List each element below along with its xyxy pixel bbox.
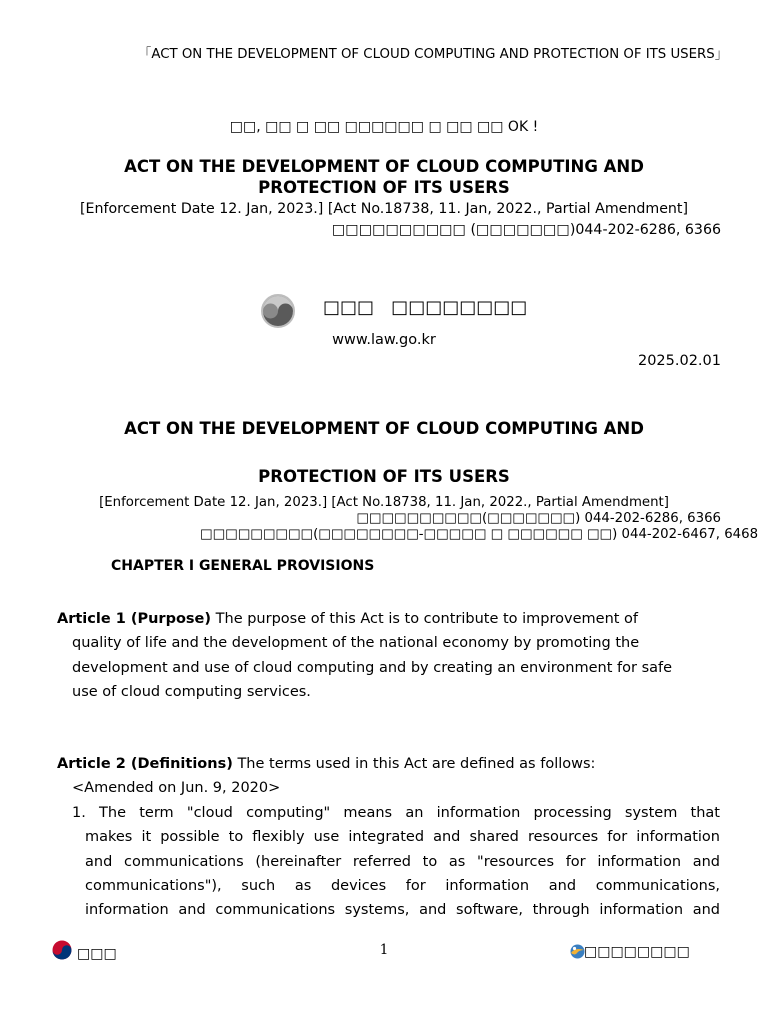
article-1-line: development and use of cloud computing and by creating an environment for safe (72, 659, 673, 676)
article-2-text-start: The terms used in this Act are defined as follows: (232, 756, 596, 772)
definition-item-1-line: makes it possible to flexibly use integrated and shared resources for information (85, 829, 720, 846)
body-title-line1: ACT ON THE DEVELOPMENT OF CLOUD COMPUTING AND (124, 419, 644, 438)
article-1-line: use of cloud computing services. (72, 684, 311, 701)
article-1-text-start: The purpose of this Act is to contribute to improvement of (211, 611, 639, 627)
cover-title-line2: PROTECTION OF ITS USERS (258, 178, 510, 197)
chapter-heading: CHAPTER I GENERAL PROVISIONS (111, 558, 375, 574)
article-2-amendment-note: <Amended on Jun. 9, 2020> (72, 780, 281, 797)
footer-left-label: □□□ (77, 946, 117, 962)
definition-item-1-line: and communications (hereinafter referred to as "resources for information and (85, 853, 720, 870)
body-enforcement: [Enforcement Date 12. Jan, 2023.] [Act No.18738, 11. Jan, 2022., Partial Amendment] (99, 495, 669, 510)
taegeuk-emblem-icon (52, 940, 72, 960)
definition-item-1-line: communications"), such as devices for information and communications, (85, 878, 720, 894)
document-date: 2025.02.01 (637, 353, 721, 369)
cover-ministry-contact: □□□□□□□□□□ (□□□□□□□)044-202-6286, 6366 (331, 222, 721, 238)
body-contact-2: □□□□□□□□□(□□□□□□□□-□□□□□ □ □□□□□□ □□) 044-202-6467, 6468 (200, 527, 759, 542)
cover-enforcement: [Enforcement Date 12. Jan, 2023.] [Act No.18738, 11. Jan, 2022., Partial Amendment] (79, 201, 689, 217)
article-2-heading: Article 2 (Definitions) (57, 756, 233, 772)
definition-item-1-line: 1. The term "cloud computing" means an information processing system that (72, 804, 720, 821)
page-number: 1 (379, 942, 389, 958)
cover-title-line1: ACT ON THE DEVELOPMENT OF CLOUD COMPUTING AND (124, 157, 644, 176)
body-contact-1: □□□□□□□□□□(□□□□□□□) 044-202-6286, 6366 (356, 511, 721, 526)
definition-item-1-line: information and communications systems, and software, through information and (85, 902, 720, 919)
body-title-line2: PROTECTION OF ITS USERS (258, 467, 510, 486)
article-1-heading: Article 1 (Purpose) (57, 611, 212, 627)
website-link[interactable]: www.law.go.kr (332, 332, 436, 348)
cover-notice: □□, □□ □ □□ □□□□□□ □ □□ □□ OK ! (229, 119, 539, 135)
footer-right-label: □□□□□□□□ (584, 944, 690, 960)
source-name: □□□ □□□□□□□□ (323, 297, 528, 318)
running-header: 「ACT ON THE DEVELOPMENT OF CLOUD COMPUTING AND PROTECTION OF ITS USERS」 (138, 47, 728, 62)
article-1-line: quality of life and the development of the national economy by promoting the (72, 635, 640, 652)
article-1-first-line (57, 607, 721, 631)
article-2-first-line (57, 752, 721, 776)
law-center-logo-icon (570, 944, 585, 959)
government-emblem-icon (259, 293, 297, 329)
